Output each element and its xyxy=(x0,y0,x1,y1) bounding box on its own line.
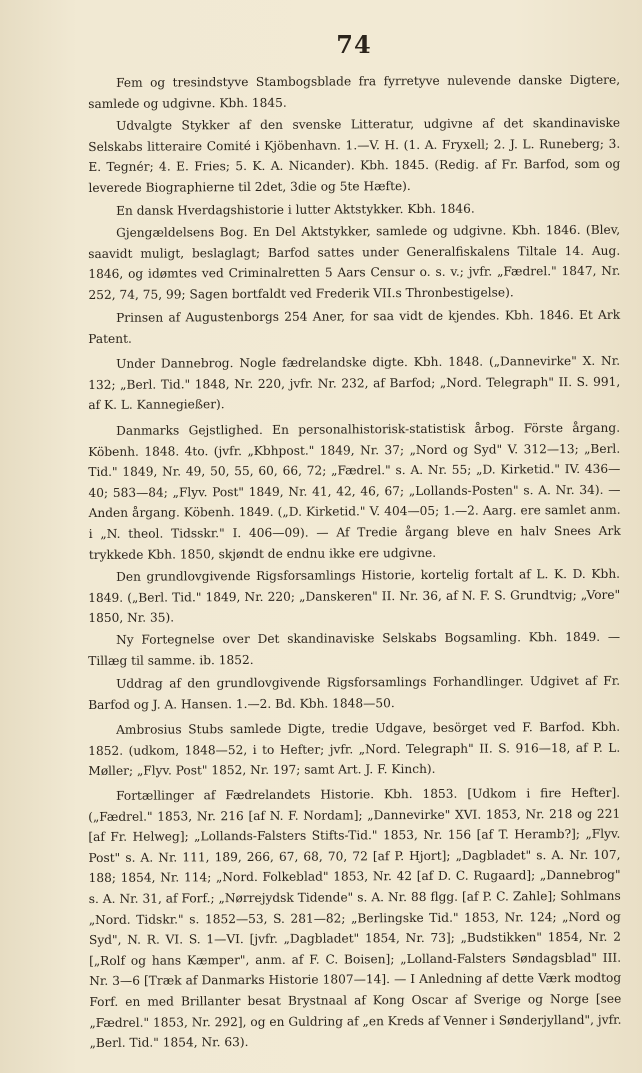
entry-ambrosius-stub: Ambrosius Stubs samlede Digte, tredie Udgave, besörget ved F. Barfod. Kbh. 1852. (udkom, 1848—52, i to Hefter; jvfr. „Nord. Telegraph" II. S. 916—18, af P. L. Møller; „Flyv. Post" 1852, Nr. 197; samt Art. J. F. Kinch). xyxy=(88,719,621,778)
entry-gjengaeldelsens-bog: Gjengældelsens Bog. En Del Aktstykker, samlede og udgivne. Kbh. 1846. (Blev, saavidt muligt, beslaglagt; Barfod sattes under Generalfiskalens Tiltale 14. Aug. 1846, og idømtes ved Criminalretten 5 Aars Censur o. s. v.; jvfr. „Fædrel." 1847, Nr. 252, 74, 75, 99; Sagen bortfaldt ved Frederik VII.s Thronbestigelse). xyxy=(88,222,621,302)
entry-rigsforsamlings-historie: Den grundlovgivende Rigsforsamlings Historie, kortelig fortalt af L. K. D. Kbh. 1849. („Berl. Tid." 1849, Nr. 220; „Danskeren" II. Nr. 36, af N. F. S. Grundtvig; „Vore" 1850, Nr. 35). xyxy=(88,566,621,625)
entry-augustenborg-aner: Prinsen af Augustenborgs 254 Aner, for saa vidt de kjendes. Kbh. 1846. Et Ark Patent. xyxy=(88,307,621,346)
entry-uddrag: Uddrag af den grundlovgivende Rigsforsamlings Forhandlinger. Udgivet af Fr. Barfod og J. A. Hansen. 1.—2. Bd. Kbh. 1848—50. xyxy=(88,673,621,712)
entry-under-dannebrog: Under Dannebrog. Nogle fædrelandske digte. Kbh. 1848. („Dannevirke" X. Nr. 132; „Berl. Tid." 1848, Nr. 220, jvfr. Nr. 232, af Barfod; „Nord. Telegraph" II. S. 991, af K. L. Kannegießer). xyxy=(88,353,621,412)
entry-fortaellinger: Fortællinger af Fædrelandets Historie. Kbh. 1853. [Udkom i fire Hefter]. („Fædrel." 1853, Nr. 216 [af N. F. Nordam]; „Dannevirke" XVI. 1853, Nr. 218 og 221 [af Fr. Helweg]; „Lollands-Falsters Stifts-Tid." 1853, Nr. 156 [af T. Heramb?]; „Flyv. Post" s. A. Nr. 111, 189, 266, 67, 68, 70, 72 [af P. Hjort]; „Dagbladet" s. A. Nr. 107, 188; 1854, Nr. 114; „Nord. Folkeblad" 1853, Nr. 42 [af D. C. Rugaard]; „Dannebrog" s. A. Nr. 31, af Forf.; „Nørrejydsk Tidende" s. A. Nr. 88 flgg. [af P. C. Zahle]; Sohlmans „Nord. Tidskr." s. 1852—53, S. 281—82; „Berlingske Tid." 1853, Nr. 124; „Nord og Syd", N. R. VI. S. 1—VI. [jvfr. „Dagbladet" 1854, Nr. 73]; „Budstikken" 1854, Nr. 2 [„Rolf og hans Kæmper", anm. af F. C. Boisen]; „Lolland-Falsters Søndagsblad" III. Nr. 3—6 [Træk af Danmarks Historie 1807—14]. — I Anledning af dette Værk modtog Forf. en med Brillanter besat Brystnaal af Kong Oscar af Sverige og Norge [see „Fædrel." 1853, Nr. 292], og en Guldring af „en Kreds af Venner i Sønderjylland", jvfr. „Berl. Tid." 1854, Nr. 63). xyxy=(88,785,622,1050)
entry-udvalgte-stykker: Udvalgte Stykker af den svenske Litteratur, udgivne af det skandinaviske Selskabs litteraire Comité i Kjöbenhavn. 1.—V. H. (1. A. Fryxell; 2. J. L. Runeberg; 3. E. Tegnér; 4. E. Fries; 5. K. A. Nicander). Kbh. 1845. (Redig. af Fr. Barfod, som og leverede Biographierne til 2det, 3die og 5te Hæfte). xyxy=(88,115,621,195)
entry-stambogsblade: Fem og tresindstyve Stambogsblade fra fyrretyve nulevende danske Digtere, samlede og udgivne. Kbh. 1845. xyxy=(88,72,621,111)
entry-ny-fortegnelse: Ny Fortegnelse over Det skandinaviske Selskabs Bogsamling. Kbh. 1849. — Tillæg til samme. ib. 1852. xyxy=(88,630,621,669)
entry-hverdagshistorie: En dansk Hverdagshistorie i lutter Aktstykker. Kbh. 1846. xyxy=(116,201,475,218)
entry-danmarks-gejstlighed: Danmarks Gejstlighed. En personalhistorisk-statistisk årbog. Förste årgang. Köbenh. 1848. 4to. (jvfr. „Kbhpost." 1849, Nr. 37; „Nord og Syd" V. 312—13; „Berl. Tid." 1849, Nr. 49, 50, 55, 60, 66, 72; „Fædrel." s. A. Nr. 55; „D. Kirketid." IV. 436—40; 583—84; „Flyv. Post" 1849, Nr. 41, 42, 46, 67; „Lollands-Posten" s. A. Nr. 34). — Anden årgang. Köbenh. 1849. („D. Kirketid." V. 404—05; 1.—2. Aarg. ere samlet anm. i „N. theol. Tidsskr." I. 406—09). — Af Tredie årgang bleve en halv Snees Ark trykkede Kbh. 1850, skjøndt de endnu ikke ere udgivne. xyxy=(88,420,621,562)
page-number: 74 xyxy=(336,30,372,59)
